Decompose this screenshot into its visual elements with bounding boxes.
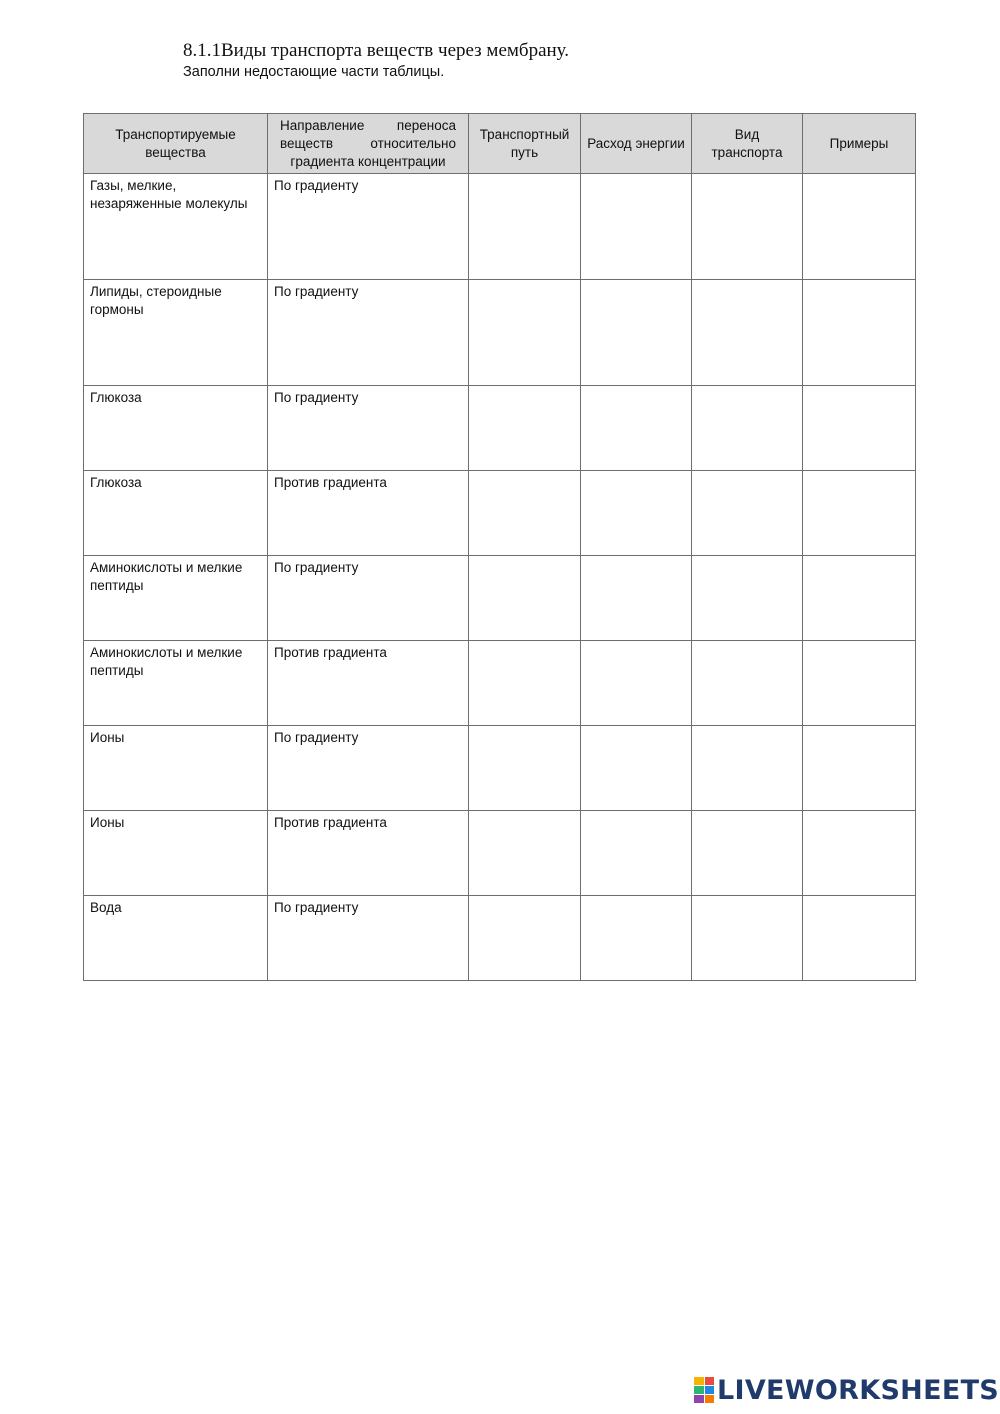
answer-cell-energy[interactable] — [581, 386, 692, 471]
answer-cell-type[interactable] — [692, 811, 803, 896]
answer-cell-examples[interactable] — [803, 556, 916, 641]
answer-cell-path[interactable] — [469, 641, 581, 726]
answer-cell-examples[interactable] — [803, 174, 916, 280]
answer-cell-energy[interactable] — [581, 174, 692, 280]
substance-cell: Вода — [84, 896, 268, 981]
substance-cell: Глюкоза — [84, 386, 268, 471]
direction-cell: По градиенту — [268, 896, 469, 981]
direction-cell: Против градиента — [268, 641, 469, 726]
answer-cell-examples[interactable] — [803, 726, 916, 811]
direction-cell: По градиенту — [268, 556, 469, 641]
substance-cell: Глюкоза — [84, 471, 268, 556]
substance-cell: Аминокислоты и мелкие пептиды — [84, 556, 268, 641]
table-row — [84, 896, 916, 981]
answer-cell-path[interactable] — [469, 896, 581, 981]
table-row — [84, 174, 916, 280]
answer-cell-energy[interactable] — [581, 471, 692, 556]
header-substances: Транспортируемые вещества — [84, 114, 268, 174]
header-transport-path: Транспортный путь — [469, 114, 581, 174]
answer-cell-examples[interactable] — [803, 471, 916, 556]
direction-cell: По градиенту — [268, 386, 469, 471]
answer-cell-path[interactable] — [469, 174, 581, 280]
header-examples: Примеры — [803, 114, 916, 174]
answer-cell-energy[interactable] — [581, 896, 692, 981]
answer-cell-path[interactable] — [469, 726, 581, 811]
answer-cell-type[interactable] — [692, 386, 803, 471]
table-header-row — [84, 114, 916, 174]
answer-cell-examples[interactable] — [803, 280, 916, 386]
answer-cell-energy[interactable] — [581, 811, 692, 896]
answer-cell-examples[interactable] — [803, 811, 916, 896]
substance-cell: Липиды, стероидные гормоны — [84, 280, 268, 386]
answer-cell-energy[interactable] — [581, 556, 692, 641]
substance-cell: Аминокислоты и мелкие пептиды — [84, 641, 268, 726]
table-row — [84, 471, 916, 556]
table-row — [84, 280, 916, 386]
table-row — [84, 726, 916, 811]
header-direction: Направление переноса веществ относительно градиента концентрации — [268, 114, 469, 174]
direction-cell: Против градиента — [268, 471, 469, 556]
direction-cell: По градиенту — [268, 174, 469, 280]
answer-cell-path[interactable] — [469, 471, 581, 556]
direction-cell: По градиенту — [268, 280, 469, 386]
answer-cell-type[interactable] — [692, 896, 803, 981]
substance-cell: Ионы — [84, 726, 268, 811]
answer-cell-type[interactable] — [692, 641, 803, 726]
transport-table — [83, 113, 916, 981]
page-title: 8.1.1Виды транспорта веществ через мембрану. — [183, 40, 570, 61]
table-row — [84, 811, 916, 896]
answer-cell-type[interactable] — [692, 174, 803, 280]
answer-cell-type[interactable] — [692, 280, 803, 386]
direction-cell: Против градиента — [268, 811, 469, 896]
logo-text: LIVEWORKSHEETS — [717, 1374, 1000, 1406]
answer-cell-path[interactable] — [469, 386, 581, 471]
table-row — [84, 556, 916, 641]
table-row — [84, 641, 916, 726]
answer-cell-type[interactable] — [692, 556, 803, 641]
answer-cell-path[interactable] — [469, 556, 581, 641]
answer-cell-path[interactable] — [469, 280, 581, 386]
answer-cell-path[interactable] — [469, 811, 581, 896]
answer-cell-examples[interactable] — [803, 386, 916, 471]
answer-cell-examples[interactable] — [803, 641, 916, 726]
answer-cell-type[interactable] — [692, 726, 803, 811]
answer-cell-energy[interactable] — [581, 641, 692, 726]
substance-cell: Газы, мелкие, незаряженные молекулы — [84, 174, 268, 280]
direction-cell: По градиенту — [268, 726, 469, 811]
table-row — [84, 386, 916, 471]
substance-cell: Ионы — [84, 811, 268, 896]
liveworksheets-logo-icon — [694, 1377, 714, 1403]
header-transport-type: Вид транспорта — [692, 114, 803, 174]
answer-cell-examples[interactable] — [803, 896, 916, 981]
instruction-text: Заполни недостающие части таблицы. — [183, 64, 445, 80]
answer-cell-energy[interactable] — [581, 280, 692, 386]
header-energy: Расход энергии — [581, 114, 692, 174]
answer-cell-energy[interactable] — [581, 726, 692, 811]
liveworksheets-logo — [694, 1376, 999, 1404]
answer-cell-type[interactable] — [692, 471, 803, 556]
